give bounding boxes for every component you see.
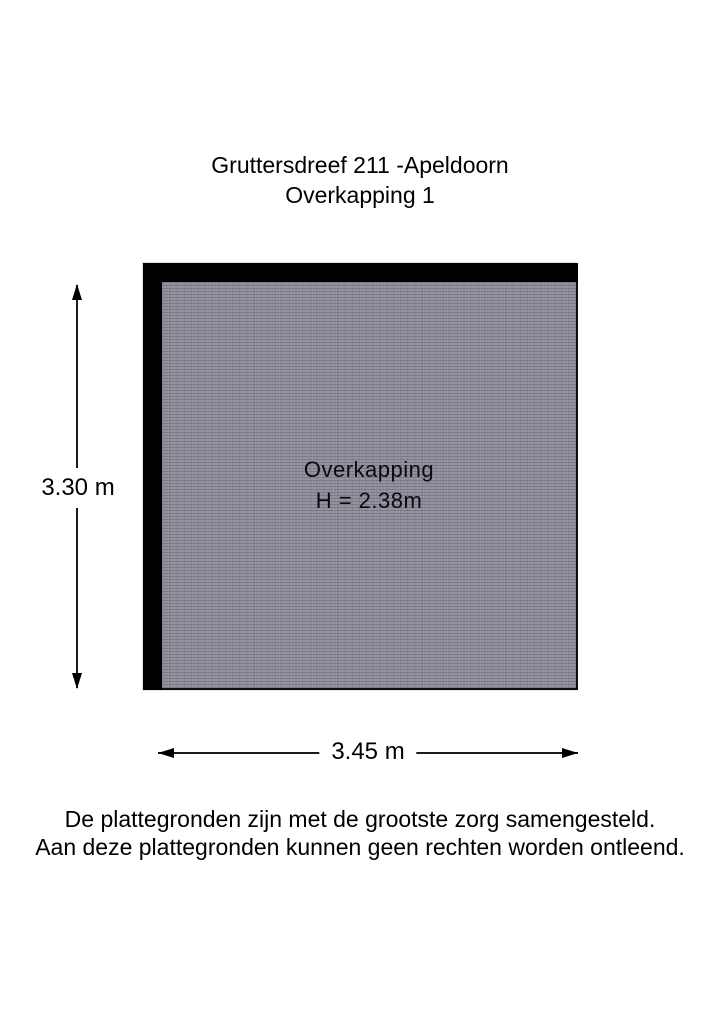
title-subtitle: Overkapping 1 [285,182,435,208]
arrow-down-icon [72,673,82,689]
title-address: Gruttersdreef 211 -Apeldoorn [211,152,509,178]
arrow-up-icon [72,284,82,300]
arrow-right-icon [562,748,578,758]
floor-plan [143,263,578,690]
wall-top [143,263,578,282]
room-label: Overkapping [303,457,435,482]
page-title [0,150,720,210]
disclaimer-line-2: Aan deze plattegronden kunnen geen rechten worden ontleend. [35,834,685,860]
horizontal-dimension-label: 3.45 m [319,736,416,768]
room-overkapping [162,282,578,690]
arrow-left-icon [158,748,174,758]
wall-left [143,263,162,690]
disclaimer-line-1: De plattegronden zijn met de grootste zorg samengesteld. [64,806,656,832]
room-height-label: H = 2.38m [315,488,423,513]
vertical-dimension-label: 3.30 m [39,468,116,508]
disclaimer [0,805,720,861]
